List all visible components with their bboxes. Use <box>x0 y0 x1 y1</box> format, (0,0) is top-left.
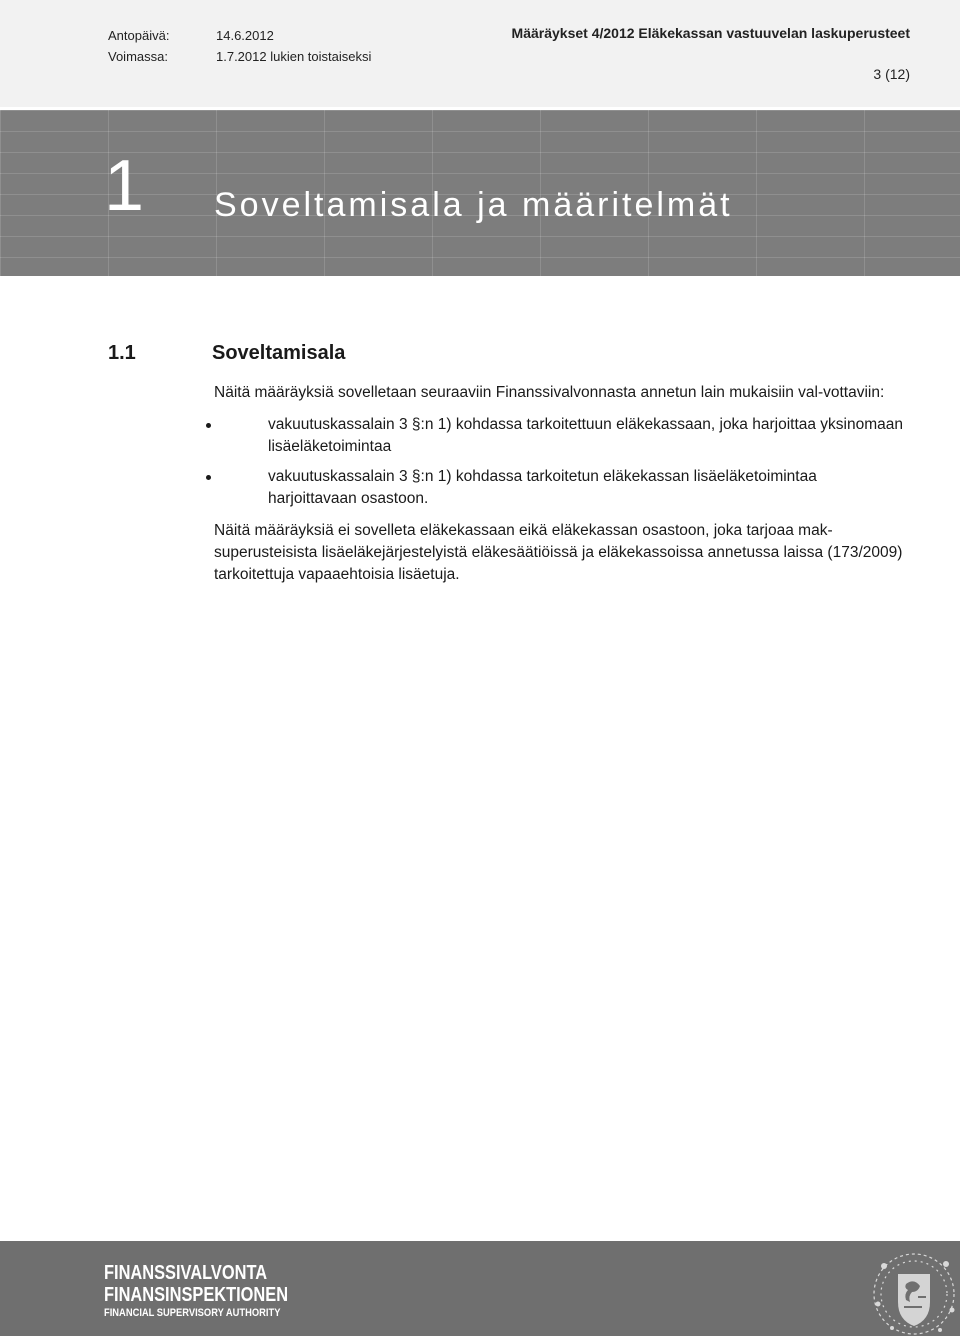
section-number: 1.1 <box>108 342 136 364</box>
closing-paragraph: Näitä määräyksiä ei sovelleta eläkekassaan eikä eläkekassan osastoon, joka tarjoaa mak-superusteisista lisäeläkejärjestelyistä eläkesäätiöissä ja eläkekassoissa annetussa laissa (173/2009) tarkoitettuja vapaaehtoisia lisäetuja. <box>214 522 903 583</box>
section-title: Soveltamisala <box>212 342 346 364</box>
valid-value: 1.7.2012 lukien toistaiseksi <box>216 49 372 64</box>
section-heading <box>108 342 345 365</box>
page-number: 3 (12) <box>873 66 910 82</box>
logo-line-english: FINANCIAL SUPERVISORY AUTHORITY <box>104 1307 281 1319</box>
fiva-logo <box>104 1262 328 1320</box>
intro-paragraph: Näitä määräyksiä sovelletaan seuraaviin Finanssivalvonnasta annetun lain mukaisiin val-vottaviin: <box>214 384 885 401</box>
issued-label: Antopäivä: <box>108 28 170 43</box>
issued-row <box>108 25 371 46</box>
list-item-text: vakuutuskassalain 3 §:n 1) kohdassa tarkoitettuun eläkekassaan, joka harjoittaa yksinomaan lisäeläketoimintaa <box>268 416 904 455</box>
list-item <box>214 414 904 458</box>
list-item <box>214 466 904 510</box>
valid-row <box>108 46 371 67</box>
logo-line-finnish: FINANSSIVALVONTA <box>104 1262 268 1284</box>
bullet-icon <box>206 423 211 428</box>
list-item-text: vakuutuskassalain 3 §:n 1) kohdassa tarkoitetun eläkekassan lisäeläketoimintaa harjoittavaan osastoon. <box>268 468 817 507</box>
bullet-icon <box>206 475 211 480</box>
chapter-title: Soveltamisala ja määritelmät <box>214 186 733 224</box>
scope-list <box>214 414 904 510</box>
section-body <box>214 382 904 596</box>
document-meta <box>108 25 371 67</box>
page-header <box>0 0 960 107</box>
document-title: Määräykset 4/2012 Eläkekassan vastuuvelan laskuperusteet <box>511 25 910 41</box>
finland-coat-of-arms-icon <box>862 1244 960 1336</box>
valid-label: Voimassa: <box>108 49 168 64</box>
issued-value: 14.6.2012 <box>216 28 274 43</box>
logo-line-swedish: FINANSINSPEKTIONEN <box>104 1284 289 1306</box>
chapter-number: 1 <box>104 146 145 226</box>
